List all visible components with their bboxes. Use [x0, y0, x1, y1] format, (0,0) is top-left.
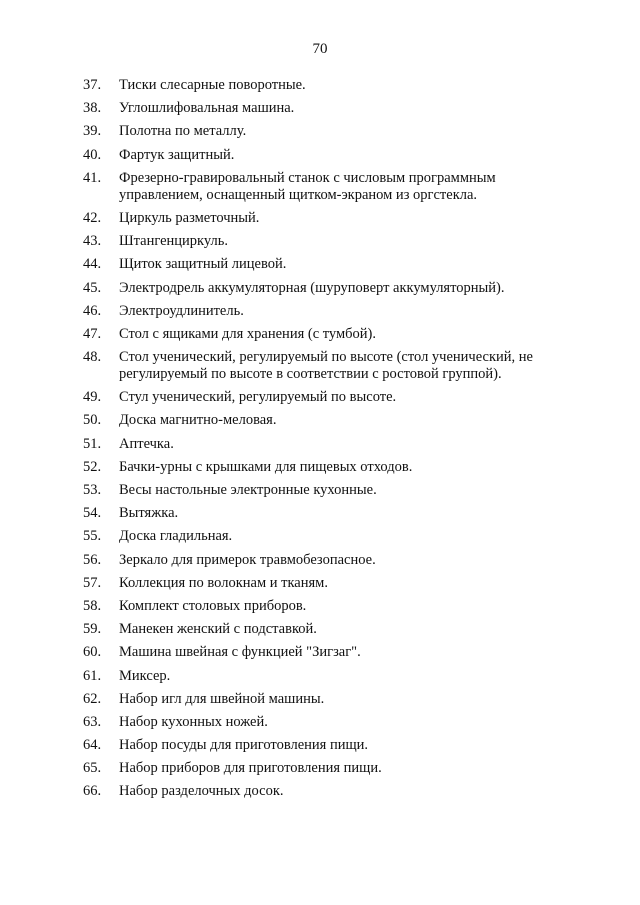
list-item-text: Вытяжка. — [119, 505, 179, 522]
list-item-number: 64. — [83, 737, 102, 754]
list-item-number: 37. — [83, 77, 102, 93]
list-item-number: 47. — [83, 325, 102, 342]
list-item-text: Миксер. — [119, 667, 171, 684]
list-item — [83, 436, 563, 453]
list-item-text: Фартук защитный. — [119, 146, 235, 163]
list-item-text: Набор разделочных досок. — [119, 783, 284, 800]
list-item-number: 58. — [83, 597, 102, 614]
list-item-text: Щиток защитный лицевой. — [119, 256, 287, 273]
list-item — [83, 552, 563, 569]
list-item-text: Тиски слесарные поворотные. — [119, 77, 306, 93]
list-item-number: 62. — [83, 690, 102, 707]
list-item — [83, 621, 563, 638]
list-item-number: 41. — [83, 169, 102, 186]
list-item — [83, 459, 563, 476]
list-item-number: 38. — [83, 100, 102, 117]
list-item-number: 50. — [83, 412, 102, 429]
page-number: 70 — [312, 41, 328, 57]
list-item — [83, 737, 563, 754]
list-item-text: Углошлифовальная машина. — [119, 100, 295, 117]
list-item — [83, 412, 563, 429]
equipment-list — [83, 77, 563, 807]
list-item — [83, 783, 563, 800]
list-item-text: Аптечка. — [119, 435, 174, 452]
list-item-text: Бачки-урны с крышками для пищевых отходов. — [119, 458, 413, 475]
list-item — [83, 644, 563, 661]
list-item-text: Машина швейная с функцией "Зигзаг". — [119, 644, 361, 661]
list-item — [83, 389, 563, 406]
list-item-text: Штангенциркуль. — [119, 233, 228, 250]
list-item-number: 51. — [83, 435, 102, 452]
list-item-number: 59. — [83, 621, 102, 638]
list-item — [83, 123, 563, 140]
list-item-number: 54. — [83, 505, 102, 522]
list-item-text: Электродрель аккумуляторная (шуруповерт аккумуляторный). — [119, 279, 505, 296]
list-item-number: 44. — [83, 256, 102, 273]
list-item-text: Электроудлинитель. — [119, 302, 244, 319]
list-item-text: Стол с ящиками для хранения (с тумбой). — [119, 325, 376, 342]
list-item-number: 49. — [83, 389, 102, 406]
list-item — [83, 147, 563, 164]
list-item-text: Полотна по металлу. — [119, 123, 247, 140]
list-item — [83, 280, 563, 297]
list-item-text: Набор посуды для приготовления пищи. — [119, 737, 369, 754]
list-item — [83, 760, 563, 777]
list-item-number: 43. — [83, 233, 102, 250]
list-item-text: Стул ученический, регулируемый по высоте. — [119, 389, 397, 406]
list-item-text: Комплект столовых приборов. — [119, 597, 307, 614]
list-item-number: 63. — [83, 713, 102, 730]
list-item-number: 52. — [83, 458, 102, 475]
list-item-number: 56. — [83, 551, 102, 568]
list-item-number: 61. — [83, 667, 102, 684]
list-item-text: Фрезерно-гравировальный станок с числовым программным управлением, оснащенный щитком-экраном из оргстекла. — [119, 169, 496, 203]
list-item-text: Манекен женский с подставкой. — [119, 621, 317, 638]
list-item-text: Стол ученический, регулируемый по высоте (стол ученический, не регулируемый по высоте в соответствии с ростовой группой). — [119, 349, 533, 383]
list-item — [83, 100, 563, 117]
list-item — [83, 256, 563, 273]
list-item — [83, 77, 563, 94]
list-item — [83, 505, 563, 522]
list-item-number: 57. — [83, 574, 102, 591]
list-item-number: 40. — [83, 146, 102, 163]
list-item — [83, 210, 563, 227]
list-item-number: 46. — [83, 302, 102, 319]
list-item — [83, 575, 563, 592]
list-item-number: 45. — [83, 279, 102, 296]
list-item-text: Коллекция по волокнам и тканям. — [119, 574, 328, 591]
list-item-text: Весы настольные электронные кухонные. — [119, 482, 377, 498]
list-item — [83, 691, 563, 708]
list-item — [83, 598, 563, 615]
list-item-text: Набор приборов для приготовления пищи. — [119, 760, 382, 777]
list-item-text: Зеркало для примерок травмобезопасное. — [119, 551, 376, 568]
list-item-text: Доска гладильная. — [119, 528, 233, 545]
list-item-text: Циркуль разметочный. — [119, 209, 260, 226]
list-item — [83, 303, 563, 320]
list-item — [83, 668, 563, 685]
list-item — [83, 714, 563, 731]
list-item-number: 55. — [83, 528, 102, 545]
list-item-number: 39. — [83, 123, 102, 140]
list-item-number: 42. — [83, 209, 102, 226]
list-item-text: Доска магнитно-меловая. — [119, 412, 277, 429]
list-item-number: 65. — [83, 760, 102, 777]
list-item — [83, 326, 563, 343]
list-item-number: 60. — [83, 644, 102, 661]
list-item — [83, 349, 563, 383]
list-item-number: 48. — [83, 349, 102, 366]
list-item — [83, 482, 563, 499]
list-item — [83, 233, 563, 250]
list-item — [83, 528, 563, 545]
list-item-number: 53. — [83, 482, 102, 498]
list-item — [83, 170, 563, 204]
list-item-text: Набор игл для швейной машины. — [119, 690, 325, 707]
list-item-number: 66. — [83, 783, 102, 800]
list-item-text: Набор кухонных ножей. — [119, 713, 268, 730]
